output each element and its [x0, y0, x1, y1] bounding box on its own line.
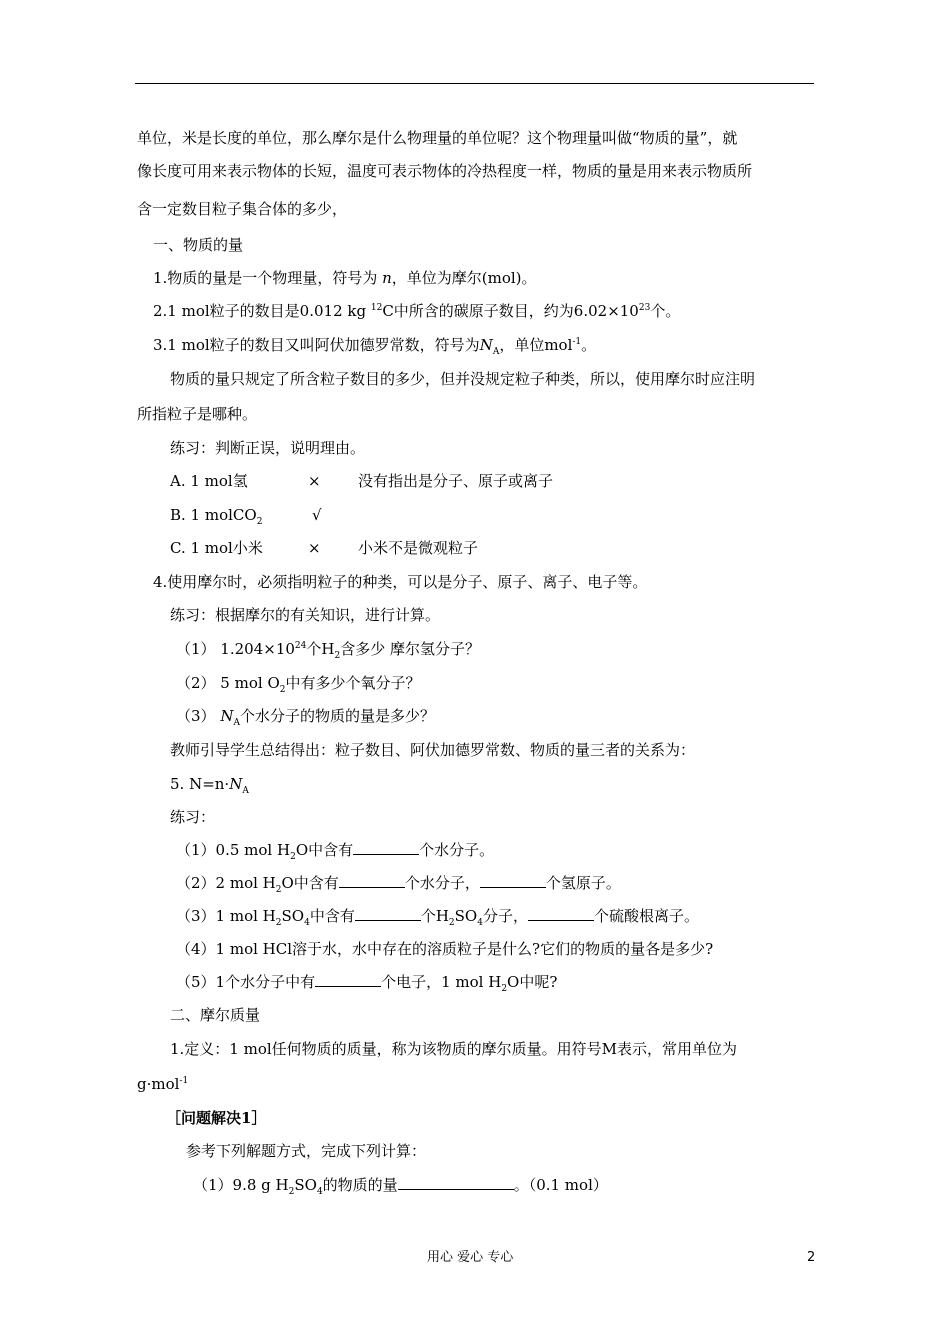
option-reason: 小米不是微观粒子 [358, 539, 479, 557]
answer-blank[interactable] [315, 972, 381, 987]
header-rule [135, 83, 814, 84]
question: （2） 5 mol $O_2$中有多少个氧分子？ [176, 674, 421, 695]
exercise-item: （1）0.5 mol $H_2O$中含有 个水分子。 [176, 841, 495, 862]
answer-blank[interactable] [353, 840, 419, 855]
footer-slogan: 用心 爱心 专心 [427, 1250, 514, 1265]
problem-item: （1）9.8 g $H_2SO_4$的物质的量 。（0.1 mol） [193, 1176, 608, 1197]
exercise-item: （3）1 mol $H_2SO_4$中含有 个$H_2SO_4$分子， 个硫酸根离子。 [176, 907, 699, 928]
formula: 5. $N=n\cdot N_A$ [170, 775, 249, 796]
question: （3） $N_A$个水分子的物质的量是多少？ [176, 707, 435, 728]
paragraph-line: 单位，米是长度的单位，那么摩尔是什么物理量的单位呢？这个物理量叫做“物质的量”，就 [137, 129, 738, 147]
wrong-mark: × [308, 472, 321, 490]
list-item: 2.1 mol粒子的数目是0.012 kg $^{12}$C中所含的碳原子数目，约为$6.02\times 10^{23}$个。 [153, 302, 681, 320]
answer-blank[interactable] [480, 873, 546, 888]
answer-blank[interactable] [528, 906, 594, 921]
option-c: C. 1 mol小米 [170, 539, 263, 557]
answer-blank[interactable] [355, 906, 421, 921]
right-mark: √ [312, 506, 322, 524]
paragraph-line: 所指粒子是哪种。 [137, 405, 258, 423]
exercise-item: （4）1 mol HCl溶于水，水中存在的溶质粒子是什么?它们的物质的量各是多少? [176, 940, 714, 958]
definition-unit: g·mol$^{-1}$ [137, 1075, 189, 1093]
exercise-item: （5）1个水分子中有 个电子，1 mol $H_2O$中呢? [176, 973, 558, 994]
answer-blank[interactable] [398, 1175, 514, 1190]
definition: 1.定义：1 mol任何物质的质量，称为该物质的摩尔质量。用符号M表示，常用单位为 [170, 1040, 738, 1058]
summary: 教师引导学生总结得出：粒子数目、阿伏加德罗常数、物质的量三者的关系为： [170, 741, 696, 759]
problem-title: ［问题解决1］ [166, 1109, 267, 1127]
wrong-mark: × [308, 539, 321, 557]
question: （1） $1.204\times 10^{24}$个$H_2$含多少 摩尔氢分子？ [176, 640, 480, 661]
problem-intro: 参考下列解题方式，完成下列计算： [186, 1142, 427, 1160]
section-heading-2: 二、摩尔质量 [170, 1006, 261, 1024]
paragraph-line: 物质的量只规定了所含粒子数目的多少，但并没规定粒子种类，所以，使用摩尔时应注明 [170, 370, 756, 388]
answer-blank[interactable] [339, 873, 405, 888]
exercise-heading: 练习：根据摩尔的有关知识，进行计算。 [170, 606, 441, 624]
option-b: B. 1 molCO$_2$ [170, 506, 263, 527]
option-a: A. 1 mol氢 [170, 472, 248, 490]
exercise-heading: 练习：判断正误，说明理由。 [170, 439, 366, 457]
list-item: 4.使用摩尔时，必须指明粒子的种类，可以是分子、原子、离子、电子等。 [153, 573, 648, 591]
list-item: 3.1 mol粒子的数目又叫阿伏加德罗常数，符号为$N_A$，单位mol$^{-1}$。 [153, 336, 597, 357]
option-reason: 没有指出是分子、原子或离子 [358, 472, 554, 490]
exercise-heading: 练习： [170, 808, 216, 826]
exercise-item: （2）2 mol $H_2O$中含有 个水分子， 个氢原子。 [176, 874, 621, 895]
section-heading-1: 一、物质的量 [153, 236, 244, 254]
paragraph-line: 含一定数目粒子集合体的多少， [137, 200, 348, 218]
list-item: 1.物质的量是一个物理量，符号为 n，单位为摩尔(mol)。 [153, 269, 537, 287]
paragraph-line: 像长度可用来表示物体的长短，温度可表示物体的冷热程度一样，物质的量是用来表示物质所 [137, 162, 753, 180]
page-number: 2 [807, 1250, 816, 1265]
